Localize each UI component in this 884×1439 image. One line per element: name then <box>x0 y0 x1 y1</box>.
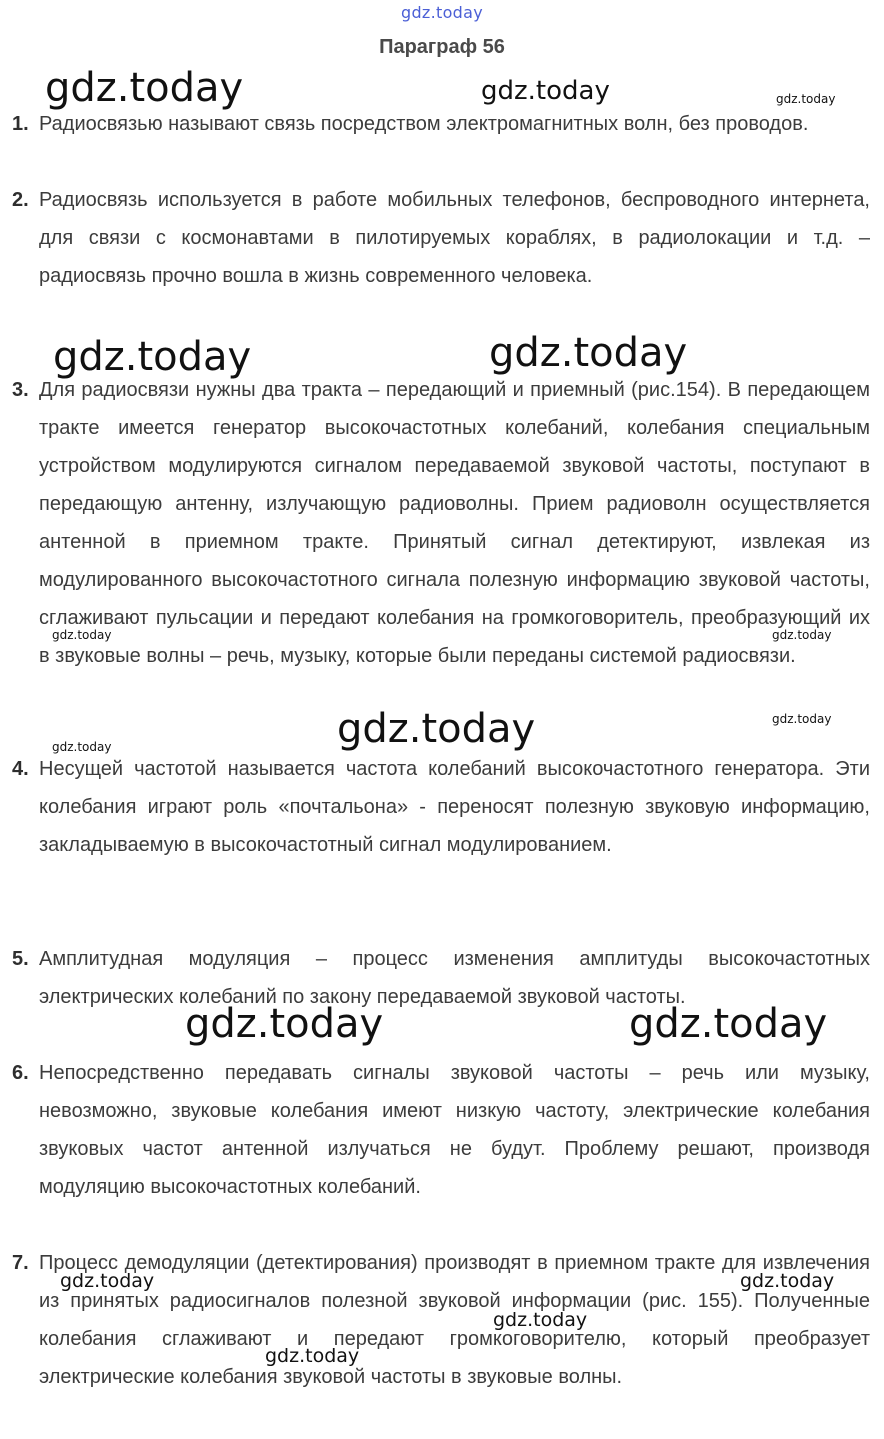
site-watermark-top: gdz.today <box>401 3 483 22</box>
watermark: gdz.today <box>52 740 112 754</box>
page-title: Параграф 56 <box>379 36 505 58</box>
watermark: gdz.today <box>772 712 832 726</box>
item-number: 1. <box>12 113 29 135</box>
item-number: 6. <box>12 1062 29 1084</box>
list-item-4 <box>12 750 870 864</box>
watermark: gdz.today <box>337 706 536 752</box>
watermark: gdz.today <box>60 1270 155 1292</box>
watermark: gdz.today <box>489 330 688 376</box>
watermark: gdz.today <box>493 1309 588 1331</box>
watermark: gdz.today <box>740 1270 835 1292</box>
item-text: Радиосвязью называют связь посредством электромагнитных волн, без проводов. <box>39 113 809 135</box>
item-text: Непосредственно передавать сигналы звуковой частоты – речь или музыку, невозможно, звуковые колебания имеют низкую частоту, электрические колебания звуковых частот антенной излучаться не будут. Проблему решают, производя модуляцию высокочастотных колебаний. <box>39 1062 870 1198</box>
list-item-3 <box>12 371 870 675</box>
watermark: gdz.today <box>772 628 832 642</box>
item-number: 3. <box>12 379 29 401</box>
watermark: gdz.today <box>52 628 112 642</box>
item-number: 2. <box>12 189 29 211</box>
item-text: Несущей частотой называется частота колебаний высокочастотного генератора. Эти колебания играют роль «почтальона» - переносят полезную звуковую информацию, закладываемую в высокочастотный сигнал модулированием. <box>39 758 870 856</box>
item-text: Процесс демодуляции (детектирования) производят в приемном тракте для извлечения из принятых радиосигналов полезной звуковой информации (рис. 155). Полученные колебания сглаживают и передают громкоговорителю, который преобразует электрические колебания звуковой частоты в звуковые волны. <box>39 1252 870 1388</box>
item-text: Радиосвязь используется в работе мобильных телефонов, беспроводного интернета, для связи с космонавтами в пилотируемых кораблях, в радиолокации и т.д. – радиосвязь прочно вошла в жизнь современного человека. <box>39 189 870 287</box>
watermark: gdz.today <box>185 1001 384 1047</box>
watermark: gdz.today <box>481 76 610 106</box>
list-item-5 <box>12 940 870 1016</box>
item-text: Для радиосвязи нужны два тракта – передающий и приемный (рис.154). В передающем тракте имеется генератор высокочастотных колебаний, колебания специальным устройством модулируются сигналом передаваемой звуковой частоты, поступают в передающую антенну, излучающую радиоволны. Прием радиоволн осуществляется антенной в приемном тракте. Принятый сигнал детектируют, извлекая из модулированного высокочастотного сигнала полезную информацию звуковой частоты, сглаживают пульсации и передают колебания на громкоговоритель, преобразующий их в звуковые волны – речь, музыку, которые были переданы системой радиосвязи. <box>39 379 870 667</box>
watermark: gdz.today <box>629 1001 828 1047</box>
watermark: gdz.today <box>776 92 836 106</box>
list-item-1 <box>12 105 870 143</box>
item-number: 5. <box>12 948 29 970</box>
watermark: gdz.today <box>53 334 252 380</box>
list-item-7 <box>12 1244 870 1396</box>
list-item-2 <box>12 181 870 295</box>
item-number: 4. <box>12 758 29 780</box>
item-text: Амплитудная модуляция – процесс изменения амплитуды высокочастотных электрических колебаний по закону передаваемой звуковой частоты. <box>39 948 870 1008</box>
item-number: 7. <box>12 1252 29 1274</box>
list-item-6 <box>12 1054 870 1206</box>
watermark: gdz.today <box>45 65 244 111</box>
watermark: gdz.today <box>265 1345 360 1367</box>
